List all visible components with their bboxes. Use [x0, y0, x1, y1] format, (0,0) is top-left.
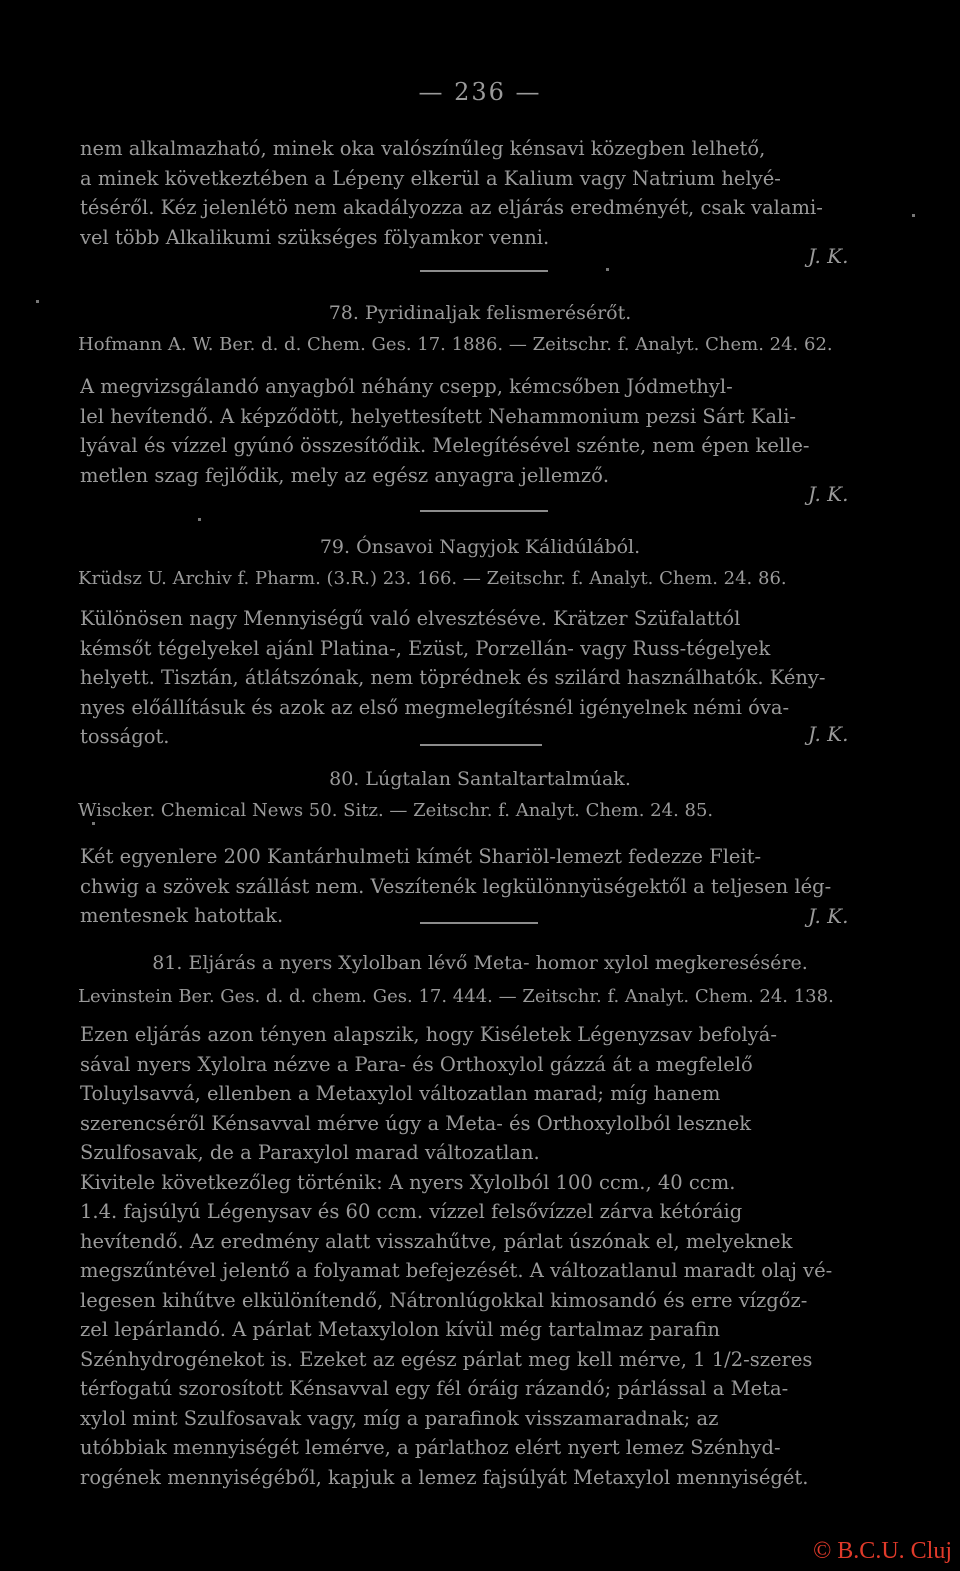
section-citation: Hofmann A. W. Ber. d. d. Chem. Ges. 17. 1886. — Zeitschr. f. Analyt. Chem. 24. 62. [78, 334, 833, 355]
text-line: a minek következtében a Lépeny elkerül a Kalium vagy Natrium helyé- [80, 166, 781, 190]
section-paragraph [80, 842, 880, 931]
library-watermark: © B.C.U. Cluj [813, 1538, 952, 1564]
section-heading: 81. Eljárás a nyers Xylolban lévő Meta- homor xylol megkeresésére. [152, 952, 808, 974]
scan-speck [198, 518, 201, 521]
text-line: zel lepárlandó. A párlat Metaxylolon kívül még tartalmaz parafin [80, 1318, 720, 1341]
text-line: megszűntével jelentő a folyamat befejezését. A változatlanul maradt olaj vé- [80, 1259, 833, 1282]
signature: J. K. [808, 244, 849, 268]
section-paragraph [80, 372, 880, 490]
section-heading: 80. Lúgtalan Santaltartalmúak. [329, 768, 631, 790]
intro-paragraph [80, 134, 880, 252]
divider [420, 922, 538, 924]
text-line: téséről. Kéz jelenlétö nem akadályozza az eljárás eredményét, csak valami- [80, 196, 823, 219]
text-line: 1.4. fajsúlyú Légenysav és 60 ccm. vízzel felsővízzel zárva kétóráig [80, 1200, 743, 1223]
section-citation: Wiscker. Chemical News 50. Sitz. — Zeitschr. f. Analyt. Chem. 24. 85. [78, 800, 714, 821]
signature: J. K. [808, 722, 849, 746]
text-line: hevítendő. Az eredmény alatt visszahűtve, párlat úszónak el, melyeknek [80, 1229, 793, 1253]
scan-speck [606, 268, 609, 271]
signature: J. K. [808, 482, 849, 506]
scan-speck [36, 300, 39, 303]
section-paragraph [80, 604, 880, 752]
scan-speck [912, 214, 915, 217]
section-citation: Levinstein Ber. Ges. d. d. chem. Ges. 17. 444. — Zeitschr. f. Analyt. Chem. 24. 138. [78, 986, 834, 1007]
text-line: nyes előállításuk és azok az első megmelegítésnél igényelnek némi óva- [80, 695, 790, 719]
text-line: utóbbiak mennyiségét lemérve, a párlathoz elért nyert lemez Szénhyd- [80, 1436, 781, 1459]
text-line: sával nyers Xylolra nézve a Para- és Orthoxylol gázzá át a megfelelő [80, 1052, 753, 1076]
text-line: mentesnek hatottak. [80, 904, 284, 927]
text-line: térfogatú szorosított Kénsavval egy fél óráig rázandó; párlással a Meta- [80, 1377, 789, 1400]
text-line: vel több Alkalikumi szükséges fölyamkor venni. [80, 225, 550, 249]
text-line: lyával és vízzel gyúnó összesítődik. Melegítésével szénte, nem épen kelle- [80, 434, 810, 457]
text-line: tosságot. [80, 725, 170, 748]
text-line: Két egyenlere 200 Kantárhulmeti kímét Shariöl-lemezt fedezze Fleit- [80, 845, 762, 868]
text-line: Szulfosavak, de a Paraxylol marad változatlan. [80, 1141, 540, 1164]
text-line: lel hevítendő. A képződött, helyettesített Nehammonium pezsi Sárt Kali- [80, 404, 797, 428]
text-line: legesen kihűtve elkülönítendő, Nátronlúgokkal kimosandó és erre vízgőz- [80, 1288, 808, 1312]
section-heading: 78. Pyridinaljak felismerésérőt. [328, 302, 632, 324]
text-line: chwig a szövek szállást nem. Veszítenék legkülönnyüségektől a teljesen lég- [80, 874, 832, 898]
section-heading: 79. Ónsavoi Nagyjok Kálidúlából. [319, 536, 641, 558]
signature: J. K. [808, 904, 849, 928]
text-line: helyett. Tisztán, átlátszónak, nem töprédnek és szilárd használhatók. Kény- [80, 666, 826, 689]
divider [420, 510, 548, 512]
section-citation: Krüdsz U. Archiv f. Pharm. (3.R.) 23. 166. — Zeitschr. f. Analyt. Chem. 24. 86. [78, 568, 787, 589]
text-line: rogének mennyiségéből, kapjuk a lemez fajsúlyát Metaxylol mennyiségét. [80, 1465, 809, 1489]
text-line: Ezen eljárás azon tényen alapszik, hogy Kiséletek Légenyzsav befolyá- [80, 1023, 777, 1046]
divider [420, 744, 542, 746]
scan-speck [92, 822, 95, 825]
text-line: szerencséről Kénsavval mérve úgy a Meta- és Orthoxylolból lesznek [80, 1111, 752, 1135]
text-line: metlen szag fejlődik, mely az egész anyagra jellemző. [80, 463, 610, 487]
text-line: nem alkalmazható, minek oka valószínűleg kénsavi közegben lelhető, [80, 137, 766, 160]
text-line: Toluylsavvá, ellenben a Metaxylol változatlan marad; míg hanem [80, 1082, 721, 1105]
text-line: Szénhydrogénekot is. Ezeket az egész párlat meg kell mérve, 1 1/2-szeres [80, 1347, 813, 1371]
divider [420, 270, 548, 272]
text-line: Kivitele következőleg történik: A nyers Xylolból 100 ccm., 40 ccm. [80, 1170, 736, 1194]
text-line: Különösen nagy Mennyiségű való elvesztéséve. Krätzer Szüfalattól [80, 607, 741, 630]
section-paragraph [80, 1020, 880, 1492]
page-number: — 236 — [418, 78, 542, 106]
text-line: kémsőt tégelyekel ajánl Platina-, Ezüst, Porzellán- vagy Russ-tégelyek [80, 636, 771, 660]
text-line: xylol mint Szulfosavak vagy, míg a parafinok visszamaradnak; az [80, 1406, 719, 1430]
text-line: A megvizsgálandó anyagból néhány csepp, kémcsőben Jódmethyl- [80, 375, 733, 398]
